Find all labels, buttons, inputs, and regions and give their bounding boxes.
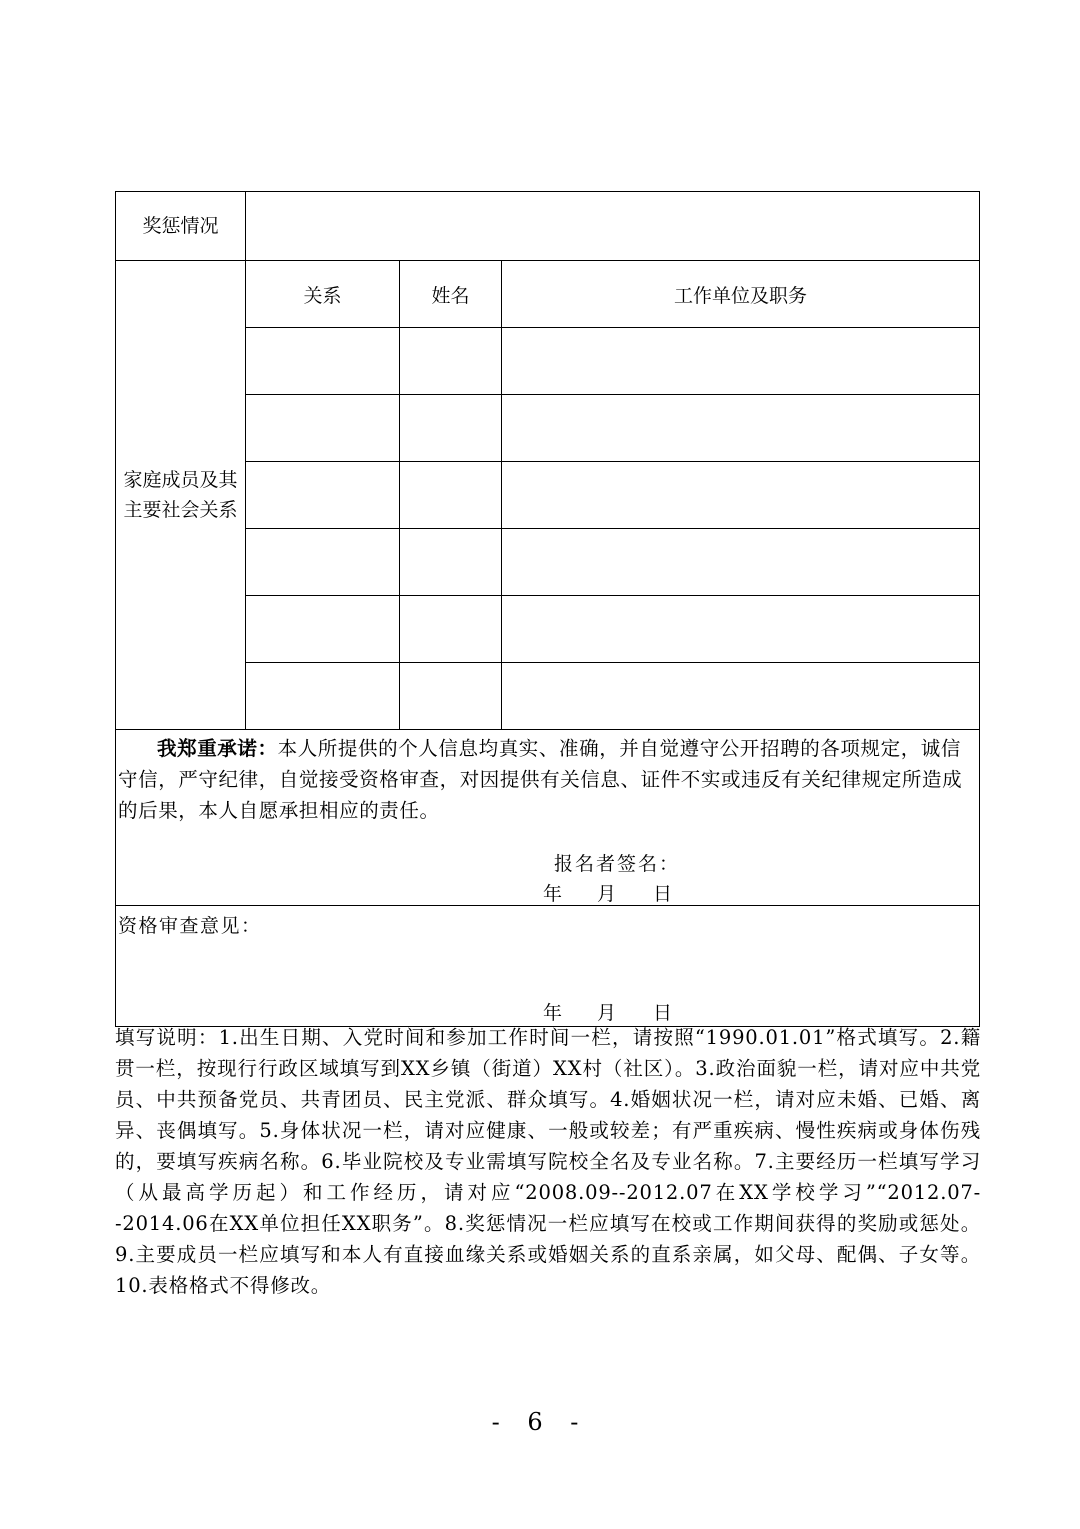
family-member-row — [116, 395, 980, 462]
review-label: 资格审查意见： — [118, 915, 262, 937]
application-form-table — [115, 191, 980, 1027]
review-date-month: 月 — [597, 1002, 617, 1024]
page-number: - 6 - — [491, 1408, 589, 1436]
name-header: 姓名 — [400, 261, 502, 328]
promise-date-day: 日 — [653, 883, 673, 905]
filling-instructions: 填写说明：1.出生日期、入党时间和参加工作时间一栏，请按照“1990.01.01”格式填写。2.籍贯一栏，按现行行政区域填写到XX乡镇（街道）XX村（社区）。3.政治面貌一栏，请对应中共党员、中共预备党员、共青团员、民主党派、群众填写。4.婚姻状况一栏，请对应未婚、已婚、离异、丧偶填写。5.身体状况一栏，请对应健康、一般或较差；有严重疾病、慢性疾病或身体伤残的，要填写疾病名称。6.毕业院校及专业需填写院校全名及专业名称。7.主要经历一栏填写学习（从最高学历起）和工作经历，请对应“2008.09--2012.07在XX学校学习”“2012.07--2014.06在XX单位担任XX职务”。8.奖惩情况一栏应填写在校或工作期间获得的奖励或惩处。9.主要成员一栏应填写和本人有直接血缘关系或婚姻关系的直系亲属，如父母、配偶、子女等。10.表格格式不得修改。 — [115, 1026, 981, 1297]
name-field[interactable] — [400, 663, 502, 730]
promise-heading: 我郑重承诺： — [157, 737, 278, 760]
name-field[interactable] — [400, 328, 502, 395]
awards-label: 奖惩情况 — [116, 192, 246, 261]
work-field[interactable] — [502, 462, 980, 529]
promise-text — [116, 733, 979, 826]
awards-field[interactable] — [246, 192, 980, 261]
awards-row — [116, 192, 980, 261]
name-field[interactable] — [400, 529, 502, 596]
work-field[interactable] — [502, 596, 980, 663]
relation-field[interactable] — [246, 529, 400, 596]
review-date-year: 年 — [543, 1002, 563, 1024]
name-field[interactable] — [400, 596, 502, 663]
name-field[interactable] — [400, 395, 502, 462]
promise-body: 本人所提供的个人信息均真实、准确，并自觉遵守公开招聘的各项规定，诚信守信，严守纪律，自觉接受资格审查，对因提供有关信息、证件不实或违反有关纪律规定所造成的后果，本人自愿承担相应的责任。 — [118, 737, 963, 822]
work-field[interactable] — [502, 529, 980, 596]
work-field[interactable] — [502, 663, 980, 730]
family-header-row — [116, 261, 980, 328]
relation-header: 关系 — [246, 261, 400, 328]
relation-field[interactable] — [246, 395, 400, 462]
family-member-row — [116, 529, 980, 596]
work-field[interactable] — [502, 395, 980, 462]
family-label: 家庭成员及其主要社会关系 — [116, 261, 246, 730]
family-member-row — [116, 596, 980, 663]
work-header: 工作单位及职务 — [502, 261, 980, 328]
review-row — [116, 906, 980, 1027]
promise-date-year: 年 — [543, 883, 563, 905]
relation-field[interactable] — [246, 328, 400, 395]
name-field[interactable] — [400, 462, 502, 529]
signature-label: 报名者签名： — [554, 853, 681, 875]
relation-field[interactable] — [246, 462, 400, 529]
family-member-row — [116, 462, 980, 529]
promise-date-month: 月 — [597, 883, 617, 905]
work-field[interactable] — [502, 328, 980, 395]
relation-field[interactable] — [246, 596, 400, 663]
promise-row — [116, 730, 980, 906]
relation-field[interactable] — [246, 663, 400, 730]
family-member-row — [116, 328, 980, 395]
review-date-day: 日 — [653, 1002, 673, 1024]
review-cell — [116, 906, 980, 1027]
family-member-row — [116, 663, 980, 730]
promise-cell — [116, 730, 980, 906]
